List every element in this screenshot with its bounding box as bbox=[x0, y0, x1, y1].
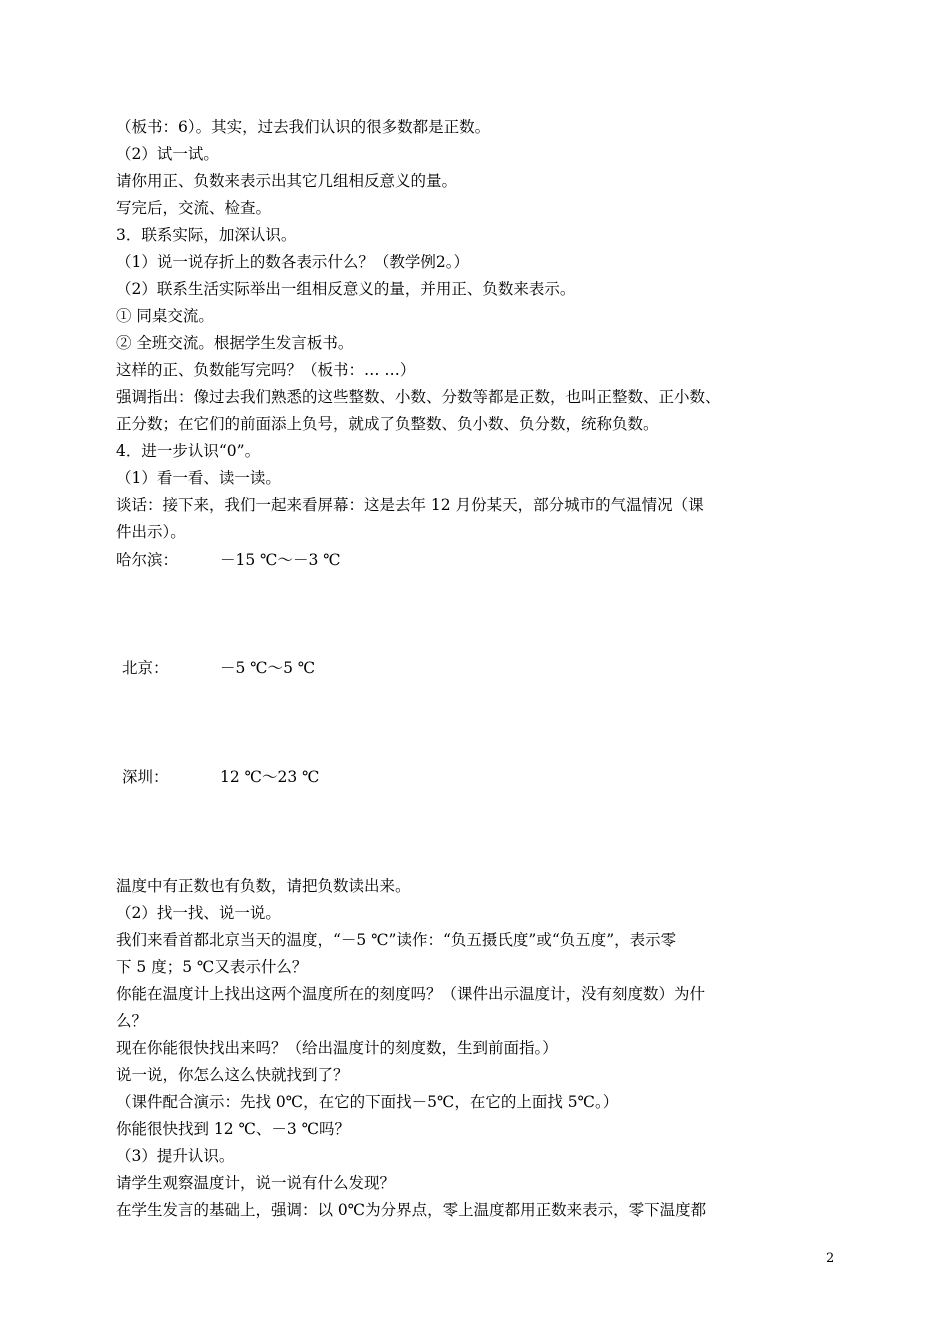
text-line: 在学生发言的基础上，强调：以 0℃为分界点，零上温度都用正数来表示，零下温度都 bbox=[116, 1201, 707, 1219]
text-line: 你能在温度计上找出这两个温度所在的刻度吗？（课件出示温度计，没有刻度数）为什 bbox=[116, 985, 706, 1003]
section-heading: 4．进一步认识“0”。 bbox=[116, 442, 261, 460]
page-number: 2 bbox=[826, 1251, 835, 1266]
text-line: 正分数；在它们的前面添上负号，就成了负整数、负小数、负分数，统称负数。 bbox=[116, 415, 659, 433]
text-line: 这样的正、负数能写完吗？（板书：… …） bbox=[116, 361, 416, 379]
city-temperature-row bbox=[116, 547, 846, 573]
city-temperature: －15 ℃～－3 ℃ bbox=[220, 551, 341, 569]
city-name: 深圳： bbox=[122, 768, 169, 786]
text-line: 件出示）。 bbox=[116, 523, 186, 541]
city-temperature-row bbox=[122, 764, 852, 790]
text-line: 下 5 度；5 ℃又表示什么？ bbox=[116, 958, 308, 976]
text-line: 么？ bbox=[116, 1012, 148, 1030]
text-line: 谈话：接下来，我们一起来看屏幕：这是去年 12 月份某天，部分城市的气温情况（课 bbox=[116, 496, 704, 514]
city-name: 北京： bbox=[122, 659, 169, 677]
text-line: （2）找一找、说一说。 bbox=[116, 904, 281, 922]
city-temperature: －5 ℃～5 ℃ bbox=[220, 659, 316, 677]
city-name: 哈尔滨： bbox=[116, 551, 179, 569]
text-line: 现在你能很快找出来吗？（给出温度计的刻度数，生到前面指。） bbox=[116, 1039, 558, 1057]
section-heading: 3．联系实际，加深认识。 bbox=[116, 226, 297, 244]
text-line: 你能很快找到 12 ℃、－3 ℃吗？ bbox=[116, 1120, 351, 1138]
text-line: 强调指出：像过去我们熟悉的这些整数、小数、分数等都是正数，也叫正整数、正小数、 bbox=[116, 388, 721, 406]
text-line: 请你用正、负数来表示出其它几组相反意义的量。 bbox=[116, 172, 458, 190]
text-line: （1）说一说存折上的数各表示什么？（教学例2。） bbox=[116, 253, 469, 271]
text-line: （2）联系生活实际举出一组相反意义的量，并用正、负数来表示。 bbox=[116, 280, 576, 298]
text-line: ② 全班交流。根据学生发言板书。 bbox=[116, 334, 354, 352]
text-line: （课件配合演示：先找 0℃，在它的下面找－5℃，在它的上面找 5℃。） bbox=[116, 1093, 619, 1111]
text-line: 我们来看首都北京当天的温度，“－5 ℃”读作：“负五摄氏度”或“负五度”，表示零 bbox=[116, 931, 677, 949]
text-line: 写完后，交流、检查。 bbox=[116, 199, 272, 217]
city-temperature: 12 ℃～23 ℃ bbox=[220, 768, 320, 786]
text-line: （2）试一试。 bbox=[116, 145, 219, 163]
text-line: 说一说，你怎么这么快就找到了？ bbox=[116, 1066, 349, 1084]
text-line: （板书：6）。其实，过去我们认识的很多数都是正数。 bbox=[116, 118, 491, 136]
text-line: 温度中有正数也有负数，请把负数读出来。 bbox=[116, 877, 411, 895]
text-line: 请学生观察温度计，说一说有什么发现？ bbox=[116, 1174, 396, 1192]
text-line: ① 同桌交流。 bbox=[116, 307, 214, 325]
text-line: （1）看一看、读一读。 bbox=[116, 469, 281, 487]
city-temperature-row bbox=[122, 655, 852, 681]
text-line: （3）提升认识。 bbox=[116, 1147, 235, 1165]
